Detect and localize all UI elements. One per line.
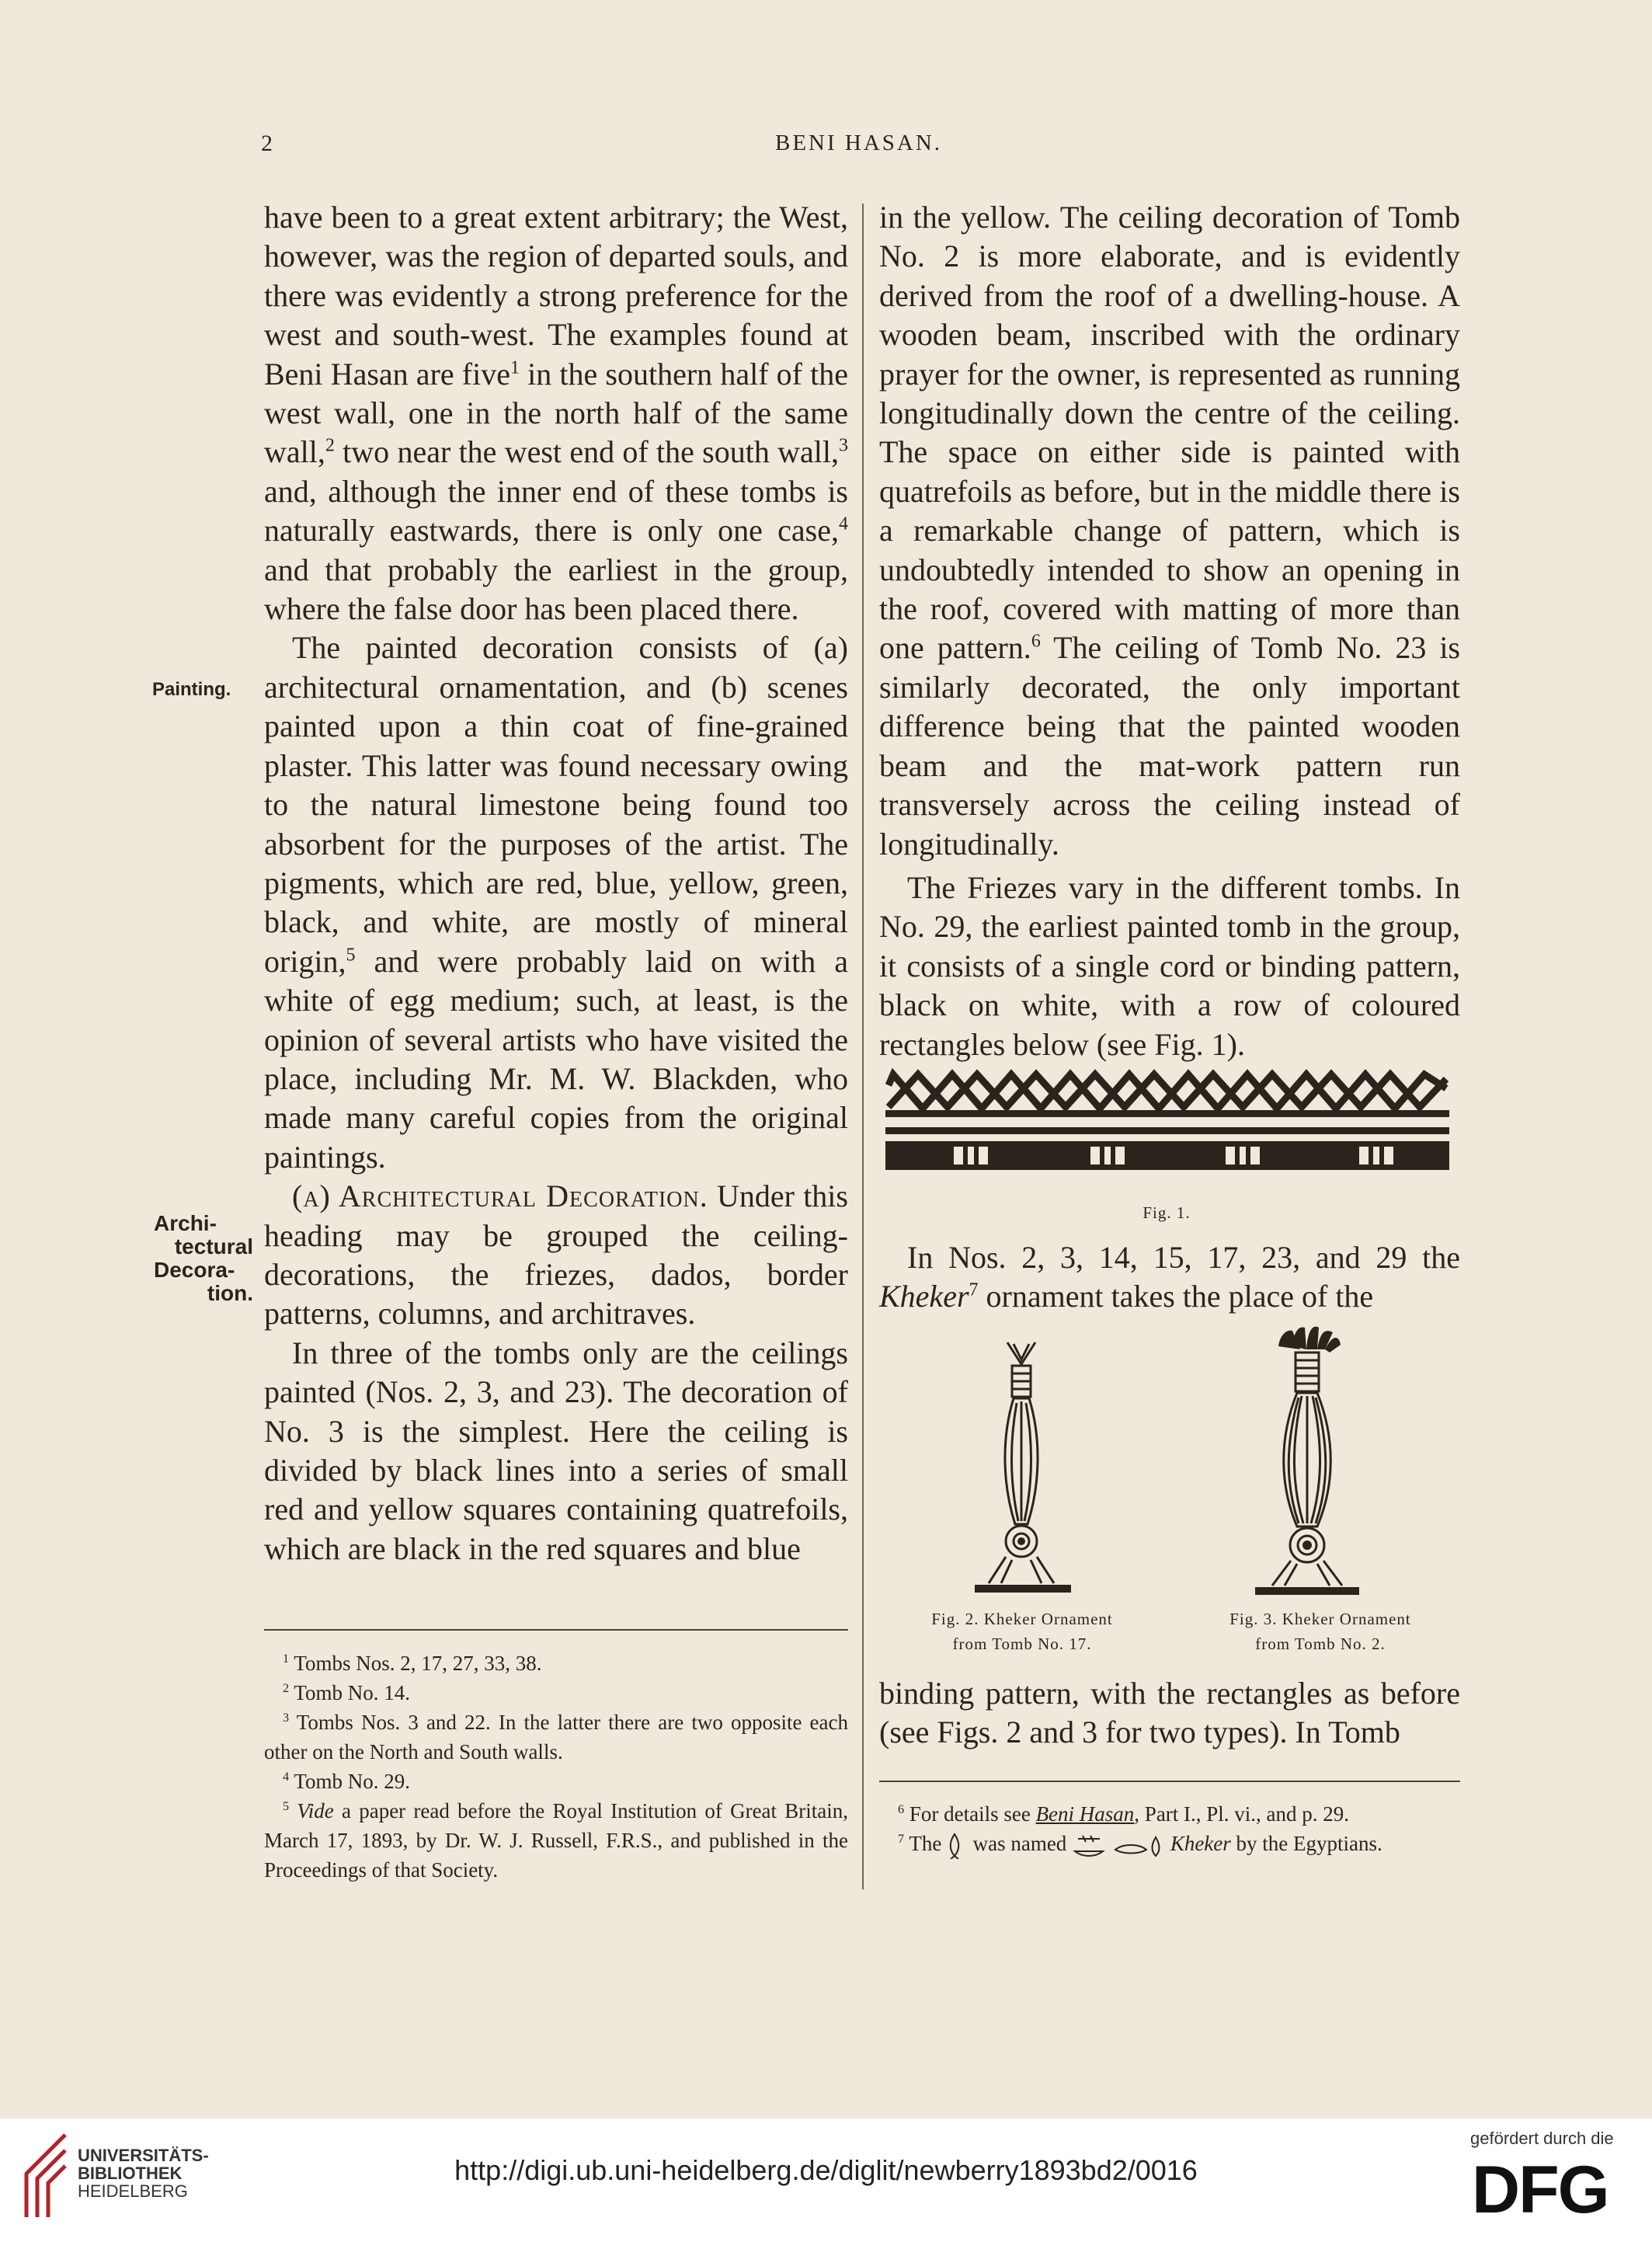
text: Beni Hasan (1035, 1802, 1135, 1826)
text: The Friezes vary in the different tombs. In No. 29, the earliest painted tomb in the group, it consists of a single cord or binding pattern, black on white, with a row of coloured rectangles below (see Fig. 1). (879, 869, 1460, 1062)
text: In three of the tombs only are the ceilings painted (Nos. 2, 3, and 23). The decoration of No. 3 is the simplest. Here the ceiling is divided by black lines into a series of small red and yellow squares containing quatrefoils, which are black in the red squares and blue (264, 1335, 848, 1566)
frieze-line (885, 1110, 1449, 1117)
footnote-ref: 4 (839, 514, 848, 534)
margin-line: tion. (207, 1281, 253, 1305)
footnote-num: 6 (898, 1802, 905, 1816)
text: Tombs Nos. 3 and 22. In the latter there are two opposite each other on the North and South walls. (264, 1711, 849, 1763)
footnote-ref: 5 (346, 945, 356, 966)
margin-line: Archi- (154, 1211, 217, 1235)
text: and that probably the earliest in the group, where the false door has been placed there. (264, 552, 848, 627)
text: BIBLIOTHEK (78, 2164, 183, 2183)
text: Tombs Nos. 2, 17, 27, 33, 38. (294, 1652, 542, 1675)
section-heading: (a) Architectural Decoration. (292, 1178, 708, 1214)
paragraph (879, 869, 1460, 1064)
text: a paper read before the Royal Institution of Great Britain, March 17, 1893, by Dr. W. J. Russell, F.R.S., and published in the Proceedings of that Society. (264, 1799, 848, 1882)
text: and, although the inner end of these tombs is naturally eastwards, there is only one case, (264, 473, 848, 548)
rectangle-row (885, 1141, 1449, 1170)
right-column-end (879, 1674, 1460, 1753)
column-divider (862, 204, 864, 1889)
paragraph (264, 1177, 848, 1334)
footnote-ref: 6 (1031, 632, 1041, 653)
figure-caption (1181, 1607, 1460, 1656)
footnote-num: 1 (283, 1652, 290, 1666)
right-column (879, 198, 1460, 1064)
footnote (264, 1678, 848, 1708)
text: in the yellow. The ceiling decoration of Tomb No. 2 is more elaborate, and is evidently derived from the roof of a dwelling-house. A wooden beam, inscribed with the ordinary prayer for the owner, is represented as running longitudinally down the centre of the ceiling. The space on either side is painted with quatrefoils as before, but in the middle there is a remarkable change of pattern, which is undoubtedly intended to show an opening in the roof, covered with matting of more than one pattern. (879, 200, 1460, 666)
footnote (264, 1796, 848, 1885)
kheker-ornament-figure-2 (1249, 1323, 1365, 1599)
footnote (879, 1829, 1460, 1861)
text: HEIDELBERG (78, 2181, 188, 2201)
text: ornament takes the place of the (978, 1279, 1374, 1314)
text: Tomb No. 29. (294, 1770, 410, 1793)
page-number: 2 (261, 131, 273, 156)
text: Vide (297, 1799, 334, 1822)
footnote (264, 1648, 848, 1678)
paragraph (264, 198, 848, 628)
frieze-line (885, 1127, 1449, 1134)
dfg-logo: DFG (1472, 2153, 1609, 2227)
footnote (264, 1708, 848, 1767)
paragraph (879, 1674, 1460, 1753)
footnote-rule (264, 1629, 848, 1631)
text: The (909, 1832, 942, 1855)
paragraph (264, 628, 848, 1177)
text: was named (972, 1832, 1067, 1855)
kheker-ornament-figure (967, 1338, 1076, 1598)
kheker-glyph-icon (947, 1833, 962, 1859)
text: two near the west end of the south wall, (334, 434, 839, 470)
text: Kheker (1170, 1832, 1231, 1855)
text: Kheker (879, 1279, 969, 1314)
text: UNIVERSITÄTS- (78, 2146, 209, 2165)
footnote-num: 5 (283, 1799, 290, 1813)
footnote-num: 3 (283, 1711, 290, 1725)
text: For details see (909, 1802, 1036, 1826)
footnotes-left (264, 1648, 848, 1885)
footnote-ref: 3 (839, 436, 848, 457)
caption-line: from Tomb No. 17. (952, 1635, 1092, 1653)
left-column (264, 198, 848, 1568)
frieze-figure (885, 1068, 1449, 1192)
margin-note-painting: Painting. (152, 679, 231, 700)
footnote-num: 2 (283, 1681, 290, 1695)
text: , Part I., Pl. vi., and p. 29. (1134, 1802, 1350, 1826)
text: Tomb No. 14. (294, 1681, 410, 1704)
caption-line: from Tomb No. 2. (1255, 1635, 1386, 1653)
zigzag-band (889, 1074, 1446, 1109)
paragraph (879, 198, 1460, 864)
page-url-link[interactable]: http://digi.ub.uni-heidelberg.de/diglit/newberry1893bd2/0016 (454, 2154, 1198, 2186)
paragraph (264, 1334, 848, 1568)
running-title: BENI HASAN. (775, 131, 943, 155)
margin-line: tectural (174, 1234, 253, 1259)
right-column-continued (879, 1238, 1460, 1317)
footnote-rule (879, 1781, 1460, 1782)
text: In Nos. 2, 3, 14, 15, 17, 23, and 29 the (907, 1240, 1460, 1275)
footnote-num: 7 (898, 1832, 905, 1846)
footnote-ref: 1 (510, 357, 520, 378)
footnote-ref: 7 (969, 1280, 979, 1301)
margin-line: Decora- (154, 1258, 235, 1282)
margin-note-architectural (154, 1212, 253, 1305)
footnotes-right (879, 1799, 1460, 1861)
caption-line: Fig. 2. Kheker Ornament (931, 1610, 1113, 1628)
footnote-ref: 2 (325, 436, 335, 457)
text: Under this heading may be grouped the ceiling-decorations, the friezes, dados, border patterns, columns, and architraves. (264, 1178, 848, 1332)
text: have been to a great extent arbitrary; the West, however, was the region of departed souls, and there was evidently a strong preference for the west and south-west. The examples found at Beni Hasan are five (264, 200, 848, 392)
funder-label: gefördert durch die (1470, 2129, 1614, 2148)
text: by the Egyptians. (1236, 1832, 1382, 1855)
footnote (879, 1799, 1460, 1829)
hieroglyph-group-icon (1072, 1831, 1165, 1861)
text: in the southern half of the west wall, one in the north half of the same wall, (264, 356, 849, 470)
text: The painted decoration consists of (a) architectural ornamentation, and (b) scenes painted upon a thin coat of fine-grained plaster. This latter was found necessary owing to the natural limestone being found too absorbent for the purposes of the artist. The pigments, which are red, blue, yellow, green, black, and white, are mostly of mineral origin, (264, 630, 848, 979)
footnote-num: 4 (283, 1770, 290, 1784)
text: The ceiling of Tomb No. 23 is similarly decorated, the only important difference being that the painted wooden beam and the mat-work pattern run transversely across the ceiling instead of longitudinally. (879, 630, 1461, 862)
paragraph (879, 1238, 1460, 1317)
text: binding pattern, with the rectangles as before (see Figs. 2 and 3 for two types). In Tomb (879, 1676, 1460, 1750)
caption-line: Fig. 3. Kheker Ornament (1229, 1610, 1411, 1628)
footnote (264, 1767, 848, 1796)
figure-caption (882, 1607, 1162, 1656)
figure-caption: Fig. 1. (1142, 1203, 1191, 1222)
text: and were probably laid on with a white of egg medium; such, at least, is the opinion of several artists who have visited the place, including Mr. M. W. Blackden, who made many careful copies from the original paintings. (264, 943, 848, 1175)
